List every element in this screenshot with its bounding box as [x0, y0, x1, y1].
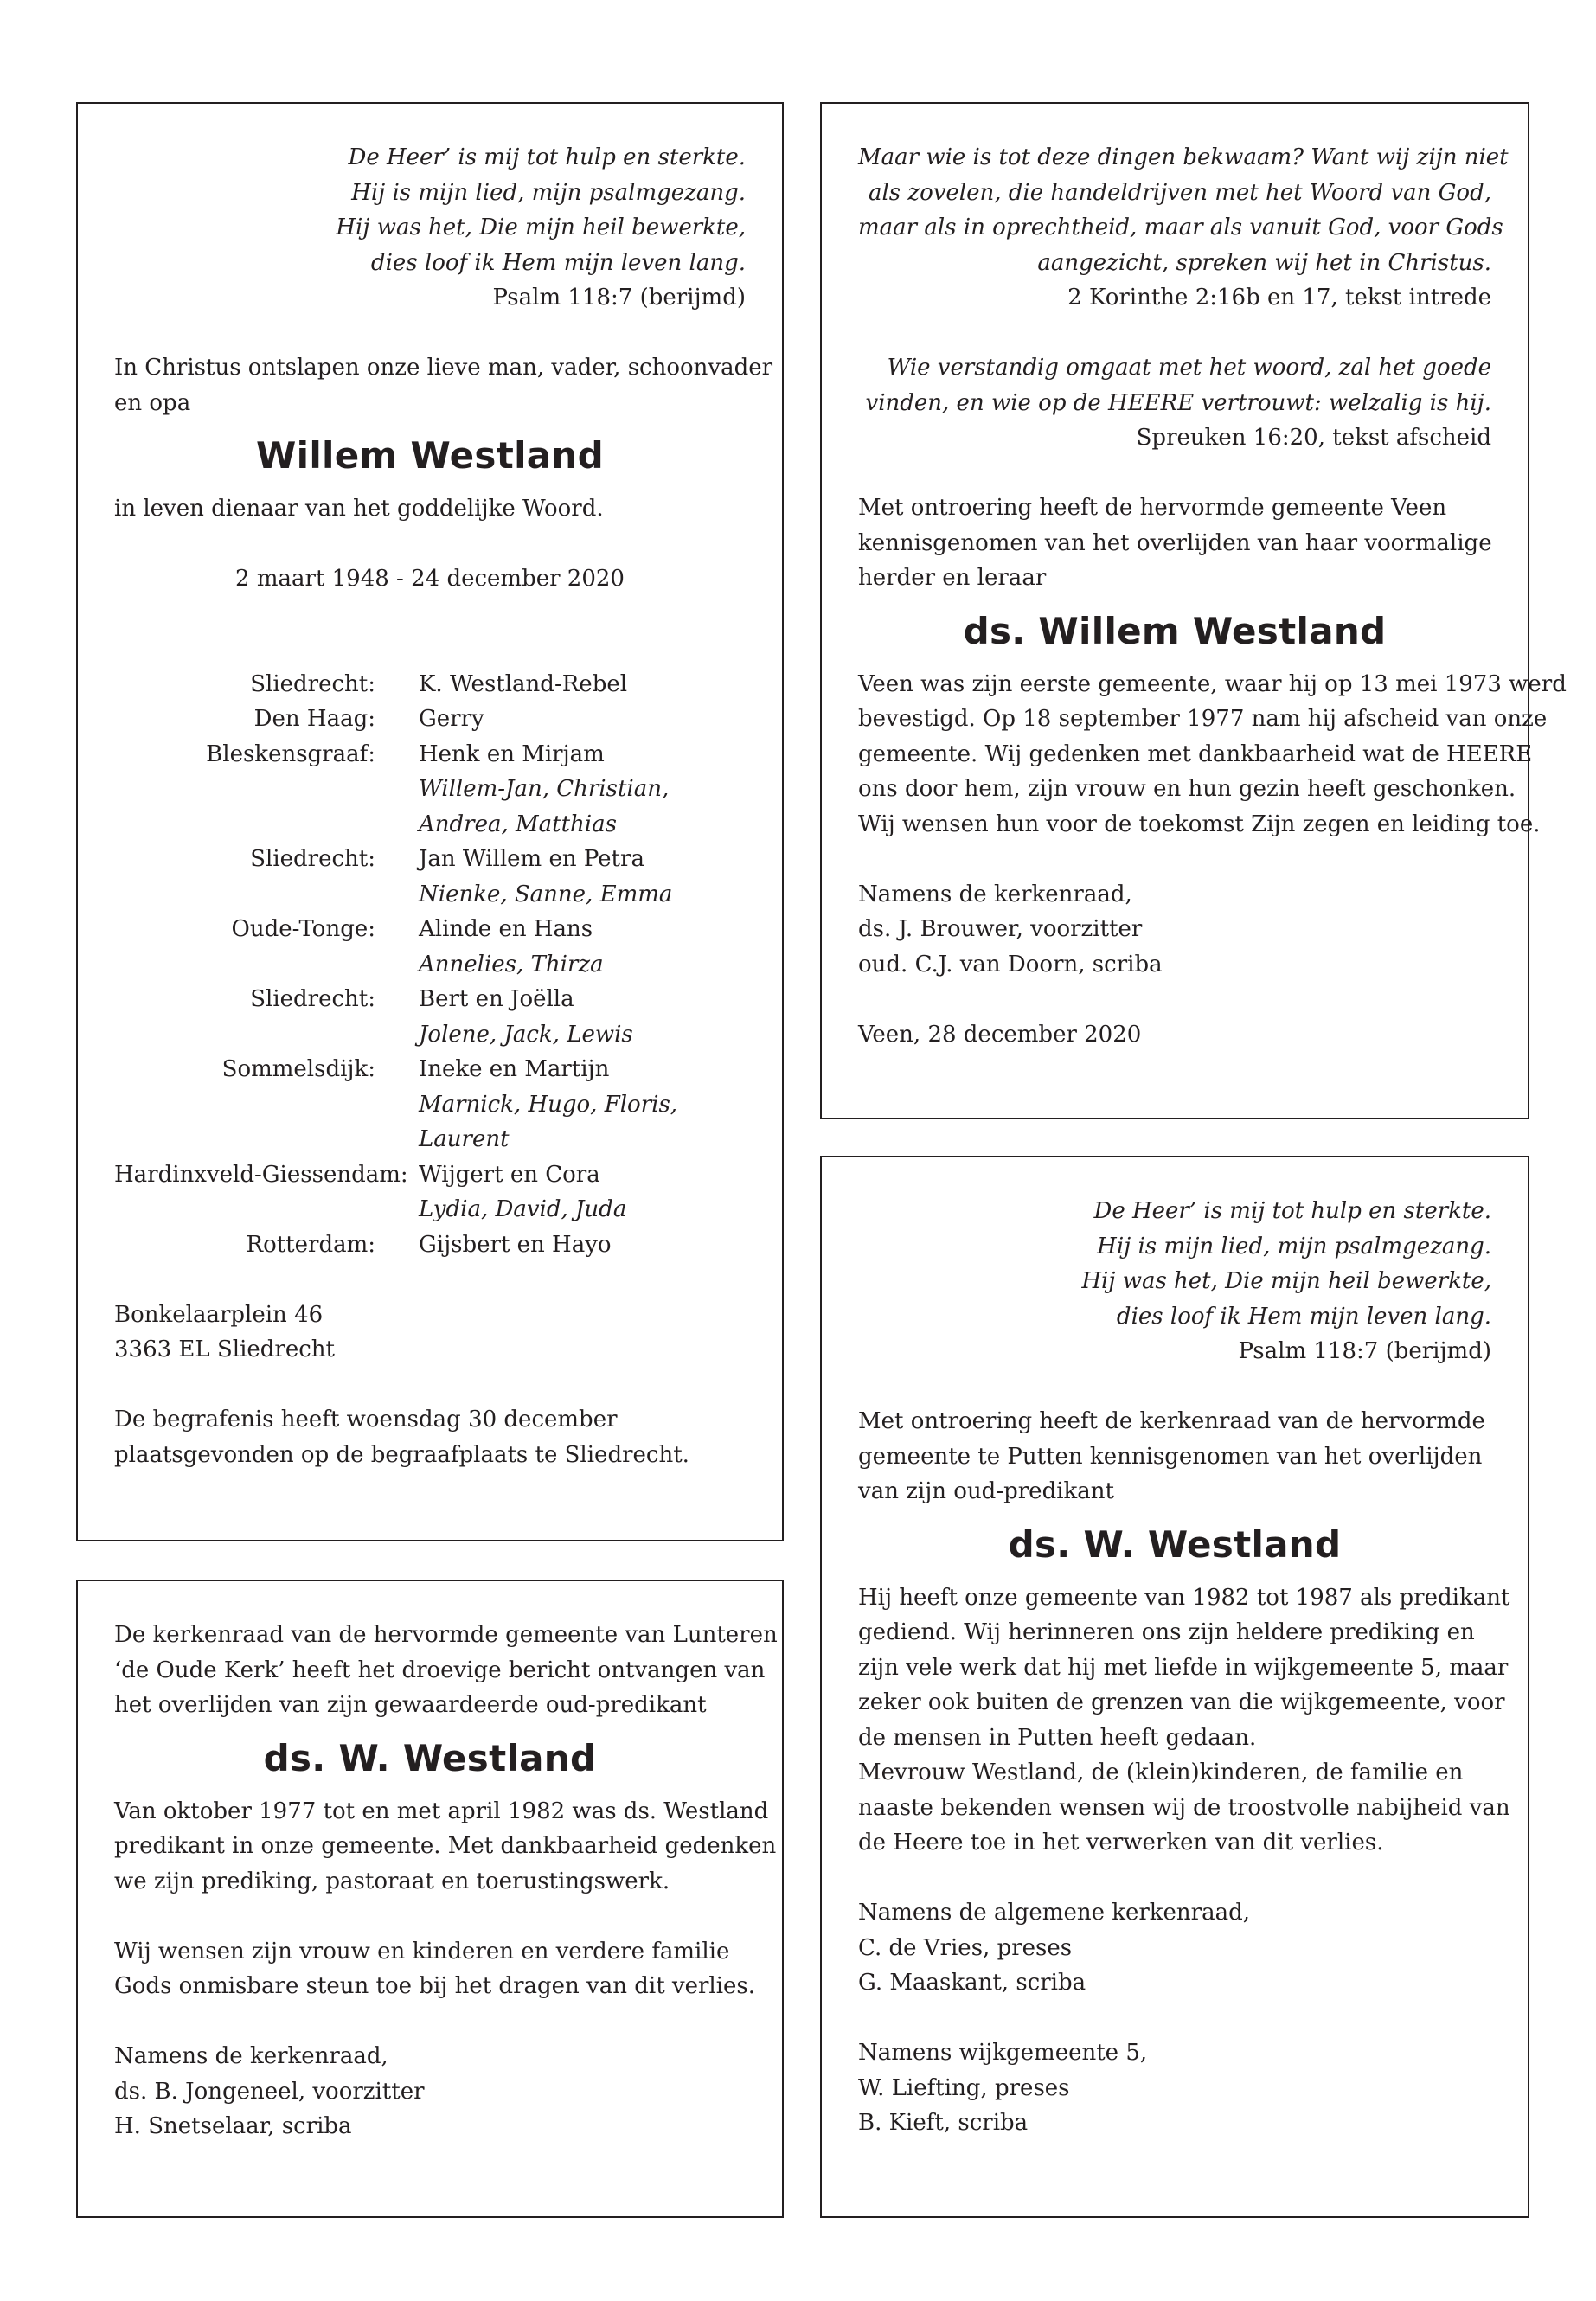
family-grandchildren: Laurent [419, 1126, 510, 1152]
notice-gemeente-lunteren [76, 1580, 784, 2218]
verse-line: Hij was het, Die mijn heil bewerkte, [1081, 1268, 1491, 1294]
signature-line: Namens de kerkenraad, [114, 2043, 388, 2069]
family-names: Ineke en Martijn [419, 1056, 610, 1082]
family-place: Rotterdam: [246, 1231, 375, 1258]
signature-line: Namens de algemene kerkenraad, [858, 1900, 1251, 1926]
body-line: gemeente. Wij gedenken met dankbaarheid wat de HEERE [858, 740, 1533, 767]
funeral-line: De begrafenis heeft woensdag 30 december [114, 1407, 618, 1433]
verse-line: als zovelen, die handeldrijven met het Woord van God, [868, 179, 1491, 206]
body-line: naaste bekenden wensen wij de troostvolle nabijheid van [858, 1794, 1510, 1821]
family-place: Sliedrecht: [250, 986, 375, 1012]
deceased-name: ds. W. Westland [263, 1736, 597, 1779]
body-line: zijn vele werk dat hij met liefde in wijkgemeente 5, maar [858, 1654, 1509, 1681]
body-line: ons door hem, zijn vrouw en hun gezin heeft geschonken. [858, 776, 1516, 802]
deceased-name: ds. Willem Westland [963, 609, 1387, 652]
notice-gemeente-putten [820, 1156, 1529, 2218]
verse-reference: Spreuken 16:20, tekst afscheid [1136, 425, 1491, 451]
family-place [114, 1087, 375, 1123]
intro-line: kennisgenomen van het overlijden van haar voormalige [858, 529, 1492, 556]
signature-line: W. Liefting, preses [858, 2074, 1070, 2101]
family-names: Bert en Joëlla [419, 986, 574, 1012]
verse-line: De Heer’ is mij tot hulp en sterkte. [348, 144, 746, 170]
family-names: K. Westland-Rebel [419, 670, 628, 697]
intro-line: In Christus ontslapen onze lieve man, vader, schoonvader [114, 355, 773, 381]
body-line: Gods onmisbare steun toe bij het dragen van dit verlies. [114, 1973, 756, 1999]
signature-line: B. Kieft, scriba [858, 2110, 1029, 2136]
family-place [114, 772, 375, 807]
intro-line: herder en leraar [858, 565, 1047, 591]
family-place: Sliedrecht: [250, 670, 375, 697]
body-line: de Heere toe in het verwerken van dit verlies. [858, 1830, 1384, 1856]
body-line: Wij wensen hun voor de toekomst Zijn zegen en leiding toe. [858, 811, 1541, 837]
family-place: Hardinxveld-Giessendam: [114, 1161, 408, 1188]
family-place: Sommelsdijk: [221, 1056, 375, 1082]
life-dates: 2 maart 1948 - 24 december 2020 [235, 566, 625, 592]
verse-line: Hij is mijn lied, mijn psalmgezang. [1097, 1233, 1491, 1259]
body-line: Hij heeft onze gemeente van 1982 tot 1987 als predikant [858, 1584, 1510, 1611]
signature-line: ds. J. Brouwer, voorzitter [858, 916, 1143, 942]
signature-line: G. Maaskant, scriba [858, 1970, 1086, 1996]
signature-line: C. de Vries, preses [858, 1934, 1073, 1961]
family-grandchildren: Marnick, Hugo, Floris, [419, 1091, 678, 1118]
deceased-name: Willem Westland [256, 434, 604, 477]
body-line: Van oktober 1977 tot en met april 1982 was ds. Westland [114, 1798, 769, 1824]
place-date: Veen, 28 december 2020 [858, 1021, 1142, 1048]
family-names: Alinde en Hans [419, 916, 593, 942]
family-names: Gerry [419, 706, 484, 732]
body-line: gediend. Wij herinneren ons zijn heldere prediking en [858, 1619, 1475, 1645]
signature-line: H. Snetselaar, scriba [114, 2113, 352, 2139]
subtitle: in leven dienaar van het goddelijke Woord. [114, 496, 604, 522]
verse-line: maar als in oprechtheid, maar als vanuit God, voor Gods [858, 215, 1503, 240]
intro-line: Met ontroering heeft de kerkenraad van de hervormde [858, 1408, 1485, 1434]
funeral-line: plaatsgevonden op de begraafplaats te Sliedrecht. [114, 1441, 689, 1468]
family-grandchildren: Willem-Jan, Christian, [419, 776, 670, 802]
body-line: Mevrouw Westland, de (klein)kinderen, de familie en [858, 1759, 1464, 1785]
intro-line: ‘de Oude Kerk’ heeft het droevige bericht ontvangen van [114, 1657, 766, 1683]
verse-reference: Psalm 118:7 (berijmd) [1238, 1338, 1491, 1364]
address-line: 3363 EL Sliedrecht [114, 1336, 335, 1362]
intro-line: en opa [114, 389, 191, 416]
body-line: we zijn prediking, pastoraat en toerustingswerk. [114, 1868, 670, 1894]
body-line: Wij wensen zijn vrouw en kinderen en verdere familie [114, 1938, 730, 1965]
body-line: zeker ook buiten de grenzen van die wijkgemeente, voor [858, 1689, 1505, 1715]
family-place [114, 1122, 375, 1157]
verse-line: Maar wie is tot deze dingen bekwaam? Want wij zijn niet [858, 144, 1509, 170]
verse-line: vinden, en wie op de HEERE vertrouwt: welzalig is hij. [865, 389, 1491, 416]
verse-line: dies loof ik Hem mijn leven lang. [370, 249, 746, 276]
family-names: Wijgert en Cora [419, 1161, 600, 1188]
verse-line: dies loof ik Hem mijn leven lang. [1116, 1303, 1491, 1330]
verse-reference: Psalm 118:7 (berijmd) [492, 285, 746, 311]
notice-gemeente-veen [820, 102, 1567, 1119]
intro-line: De kerkenraad van de hervormde gemeente van Lunteren [114, 1622, 778, 1648]
body-line: predikant in onze gemeente. Met dankbaarheid gedenken [114, 1833, 777, 1859]
verse-line: aangezicht, spreken wij het in Christus. [1037, 249, 1491, 276]
deceased-name: ds. W. Westland [1008, 1522, 1342, 1566]
family-names: Jan Willem en Petra [419, 846, 644, 872]
verse-line: Hij is mijn lied, mijn psalmgezang. [351, 179, 746, 206]
body-line: bevestigd. Op 18 september 1977 nam hij afscheid van onze [858, 706, 1548, 732]
notice-willem-westland-family [76, 102, 784, 1541]
verse-block [114, 140, 746, 316]
signature-line: oud. C.J. van Doorn, scriba [858, 951, 1163, 977]
intro-line: het overlijden van zijn gewaardeerde oud-predikant [114, 1692, 707, 1718]
signature-line: Namens de kerkenraad, [858, 881, 1132, 907]
family-grandchildren: Annelies, Thirza [419, 951, 604, 977]
family-place [114, 877, 375, 913]
verse-block [858, 1194, 1491, 1369]
family-place: Sliedrecht: [250, 846, 375, 872]
family-place [114, 1017, 375, 1053]
family-grandchildren: Andrea, Matthias [419, 811, 617, 837]
family-list [114, 667, 746, 1263]
family-names: Gijsbert en Hayo [419, 1231, 612, 1258]
family-grandchildren: Jolene, Jack, Lewis [419, 1021, 633, 1048]
body-line: Veen was zijn eerste gemeente, waar hij op 13 mei 1973 werd [858, 670, 1567, 697]
family-place [114, 807, 375, 843]
intro-line: van zijn oud-predikant [858, 1478, 1114, 1504]
signature-line: ds. B. Jongeneel, voorzitter [114, 2078, 425, 2105]
family-place: Oude-Tonge: [231, 916, 375, 942]
verse-block [858, 140, 1509, 316]
family-place [114, 1192, 375, 1227]
verse-line: Hij was het, Die mijn heil bewerkte, [336, 215, 746, 240]
family-grandchildren: Lydia, David, Juda [419, 1196, 627, 1222]
family-place: Bleskensgraaf: [206, 740, 375, 767]
intro-line: gemeente te Putten kennisgenomen van het overlijden [858, 1443, 1483, 1470]
verse-block [858, 350, 1491, 456]
intro-line: Met ontroering heeft de hervormde gemeente Veen [858, 495, 1447, 521]
family-grandchildren: Nienke, Sanne, Emma [419, 881, 673, 907]
verse-line: Wie verstandig omgaat met het woord, zal het goede [887, 355, 1491, 381]
family-place: Den Haag: [253, 706, 375, 732]
body-line: de mensen in Putten heeft gedaan. [858, 1724, 1257, 1751]
family-place [114, 947, 375, 983]
family-names: Henk en Mirjam [419, 740, 605, 767]
address-line: Bonkelaarplein 46 [114, 1301, 324, 1328]
signature-line: Namens wijkgemeente 5, [858, 2040, 1148, 2066]
verse-reference: 2 Korinthe 2:16b en 17, tekst intrede [1067, 285, 1491, 311]
verse-line: De Heer’ is mij tot hulp en sterkte. [1093, 1198, 1491, 1224]
